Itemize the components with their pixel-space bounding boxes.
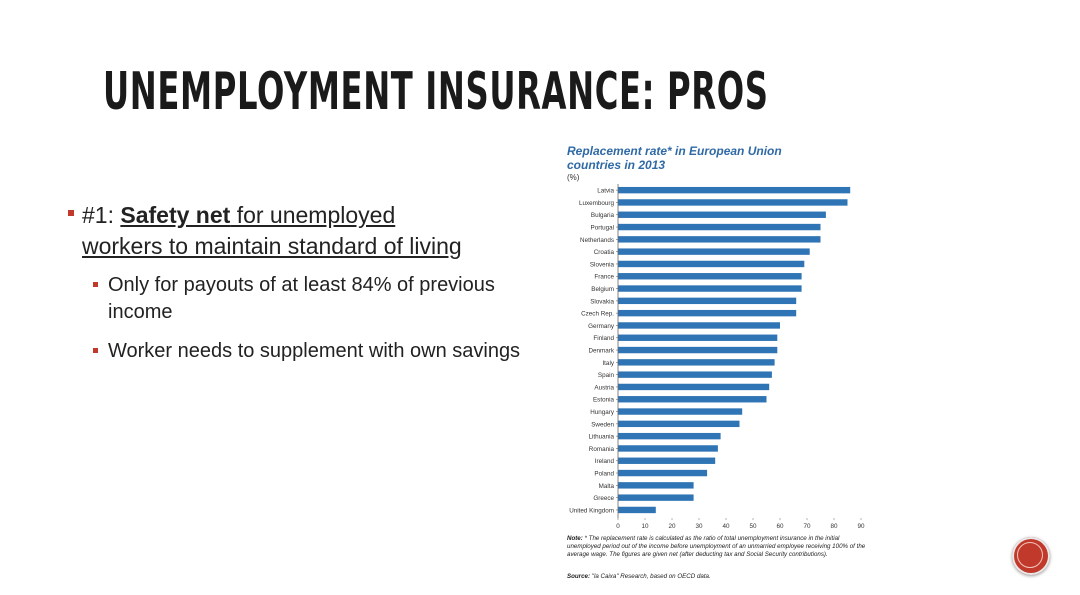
bar: [618, 494, 694, 500]
bar: [618, 310, 796, 316]
bar: [618, 408, 742, 414]
category-label: Croatia: [593, 249, 614, 257]
sub-bullet-1-text: Only for payouts of at least 84% of previous income: [108, 274, 495, 323]
category-label: Poland: [594, 470, 614, 478]
bar: [618, 212, 826, 218]
category-label: Finland: [593, 335, 614, 343]
bar: [618, 482, 694, 488]
source-text: "la Caixa" Research, based on OECD data.: [591, 573, 711, 580]
x-tick-label: 70: [803, 523, 811, 531]
bullet-1-line2: workers to maintain standard of living: [82, 233, 462, 259]
chart-source: [567, 573, 711, 580]
category-label: Hungary: [590, 408, 614, 416]
category-label: Germany: [588, 322, 614, 330]
bar: [618, 347, 777, 353]
category-label: Ireland: [594, 458, 614, 466]
category-label: Malta: [598, 482, 614, 490]
chart-unit-label: (%): [567, 173, 580, 182]
bar: [618, 261, 804, 267]
bar: [618, 458, 715, 464]
nav-ring: [1017, 542, 1043, 568]
bar: [618, 371, 772, 377]
category-label: Latvia: [597, 187, 614, 195]
bar: [618, 433, 721, 439]
x-tick-label: 50: [749, 523, 757, 531]
category-label: Bulgaria: [590, 212, 614, 220]
bar: [618, 507, 656, 513]
x-tick-label: 20: [668, 523, 676, 531]
bar: [618, 421, 740, 427]
category-label: Slovakia: [590, 298, 614, 306]
x-tick-label: 90: [857, 523, 865, 531]
category-label: Lithuania: [588, 433, 614, 441]
bar: [618, 224, 821, 230]
bar: [618, 470, 707, 476]
x-tick-label: 30: [695, 523, 703, 531]
chart-note: [567, 535, 872, 559]
sub-bullet-marker: [93, 282, 98, 287]
bullet-1: [68, 200, 548, 262]
x-tick-label: 0: [616, 523, 620, 531]
category-label: Netherlands: [580, 236, 614, 244]
category-label: Slovenia: [589, 261, 614, 269]
bar: [618, 298, 796, 304]
x-tick-label: 60: [776, 523, 784, 531]
category-label: Sweden: [591, 421, 614, 429]
category-label: Italy: [602, 359, 614, 367]
bar: [618, 199, 848, 205]
bar: [618, 187, 850, 193]
x-tick-label: 10: [641, 523, 649, 531]
x-tick-label: 40: [722, 523, 730, 531]
bullet-1-prefix: #1:: [82, 202, 121, 228]
bar: [618, 359, 775, 365]
bullet-1-bold: Safety net: [120, 202, 231, 228]
bar: [618, 384, 769, 390]
bar: [618, 248, 810, 254]
source-label: Source:: [567, 573, 591, 580]
category-label: Austria: [594, 384, 614, 392]
bar: [618, 445, 718, 451]
x-tick-label: 80: [830, 523, 838, 531]
category-label: Luxembourg: [578, 199, 614, 207]
category-label: Greece: [593, 495, 614, 503]
category-label: Czech Rep.: [581, 310, 614, 318]
nav-circle-icon[interactable]: [1012, 537, 1050, 575]
category-label: Estonia: [592, 396, 614, 404]
bar: [618, 396, 767, 402]
chart-title: Replacement rate* in European Union countries in 2013: [567, 144, 782, 172]
bar: [618, 273, 802, 279]
note-label: Note:: [567, 535, 583, 542]
bar: [618, 322, 780, 328]
category-label: Denmark: [588, 347, 614, 355]
sub-bullet-2-text: Worker needs to supplement with own savings: [108, 340, 521, 362]
bullet-list: [68, 200, 548, 365]
category-label: France: [594, 273, 614, 281]
slide-title: UNEMPLOYMENT INSURANCE: PROS: [103, 62, 769, 122]
category-label: Romania: [588, 445, 614, 453]
sub-bullet-marker: [93, 348, 98, 353]
category-label: Belgium: [591, 285, 614, 293]
bullet-marker: [68, 210, 74, 216]
category-label: Spain: [597, 372, 614, 380]
bar-chart: [560, 182, 880, 532]
category-label: United Kingdom: [569, 507, 614, 515]
bullet-1-rest: for unemployed: [230, 202, 396, 228]
category-label: Portugal: [590, 224, 614, 232]
bar: [618, 335, 777, 341]
sub-bullet-1: [68, 272, 548, 326]
sub-bullet-2: [68, 338, 548, 365]
bar: [618, 236, 821, 242]
note-text: * The replacement rate is calculated as the ratio of total unemployment insurance in the initial unemployed period out of the income before unemployment of an unmarried employee receiving 100% of the average wage. The figures are given net (after deducting tax and Social Security contributions).: [567, 535, 866, 558]
bar: [618, 285, 802, 291]
